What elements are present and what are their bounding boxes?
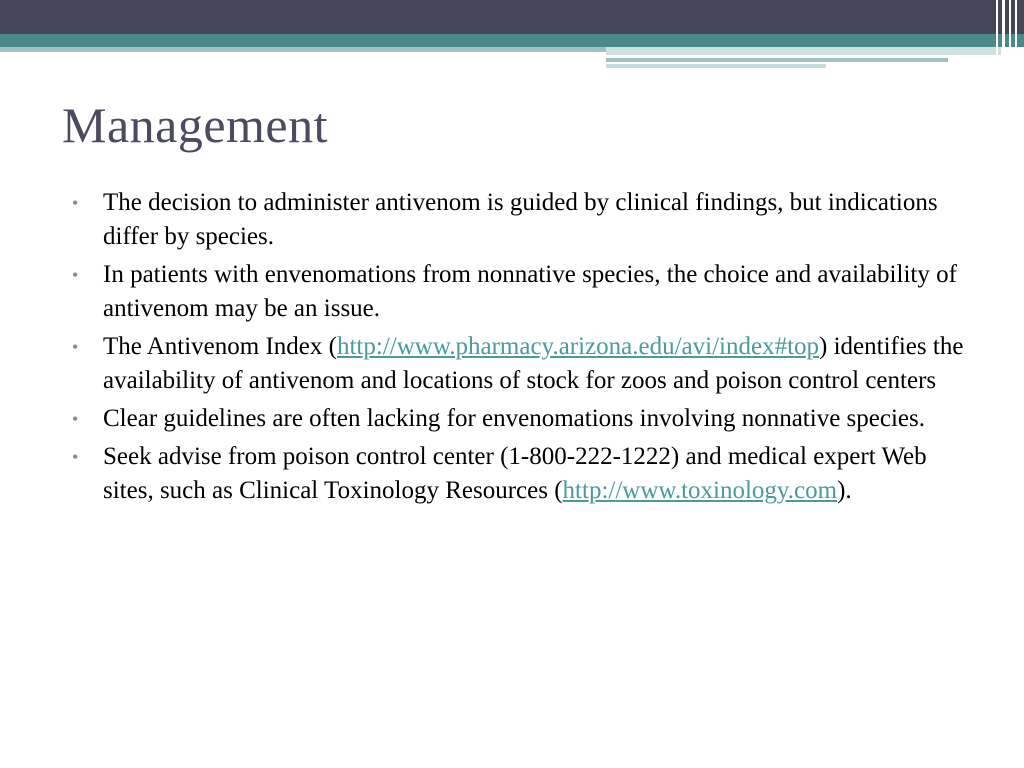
list-item [72,330,972,398]
bullet-icon: • [72,337,79,357]
list-item [72,402,972,436]
bullet-icon: • [72,447,79,467]
bullet-icon: • [72,409,79,429]
header-band-teal-light [0,47,610,52]
bullet-text: ) identifies the availability of antivenom and locations of stock for zoos and poison control centers [103,333,964,394]
antivenom-index-link[interactable]: http://www.pharmacy.arizona.edu/avi/index#top [336,333,820,360]
bullet-text: In patients with envenomations from nonnative species, the choice and availability of antivenom may be an issue. [103,261,957,322]
list-item [72,258,972,326]
header-band-dark [0,0,1024,34]
list-item [72,186,972,254]
toxinology-link[interactable]: http://www.toxinology.com [562,477,838,504]
bullet-icon: • [72,193,79,213]
bullet-text: ). [837,477,852,504]
bullet-list [72,186,972,512]
bullet-text: Clear guidelines are often lacking for envenomations involving nonnative species. [103,405,925,432]
header-vertical-bars [994,0,1024,70]
bullet-icon: • [72,265,79,285]
list-item [72,440,972,508]
header-band-teal [0,34,1024,47]
slide-title: Management [62,97,329,153]
bullet-text: The decision to administer antivenom is guided by clinical findings, but indications differ by species. [103,189,938,250]
header-right-line [606,64,826,68]
bullet-text: Seek advise from poison control center (1-800-222-1222) and medical expert Web sites, such as Clinical Toxinology Resources ( [103,443,927,504]
header-right-line [606,47,1001,55]
header-right-line [606,58,948,62]
bullet-text: The Antivenom Index ( [103,333,337,360]
